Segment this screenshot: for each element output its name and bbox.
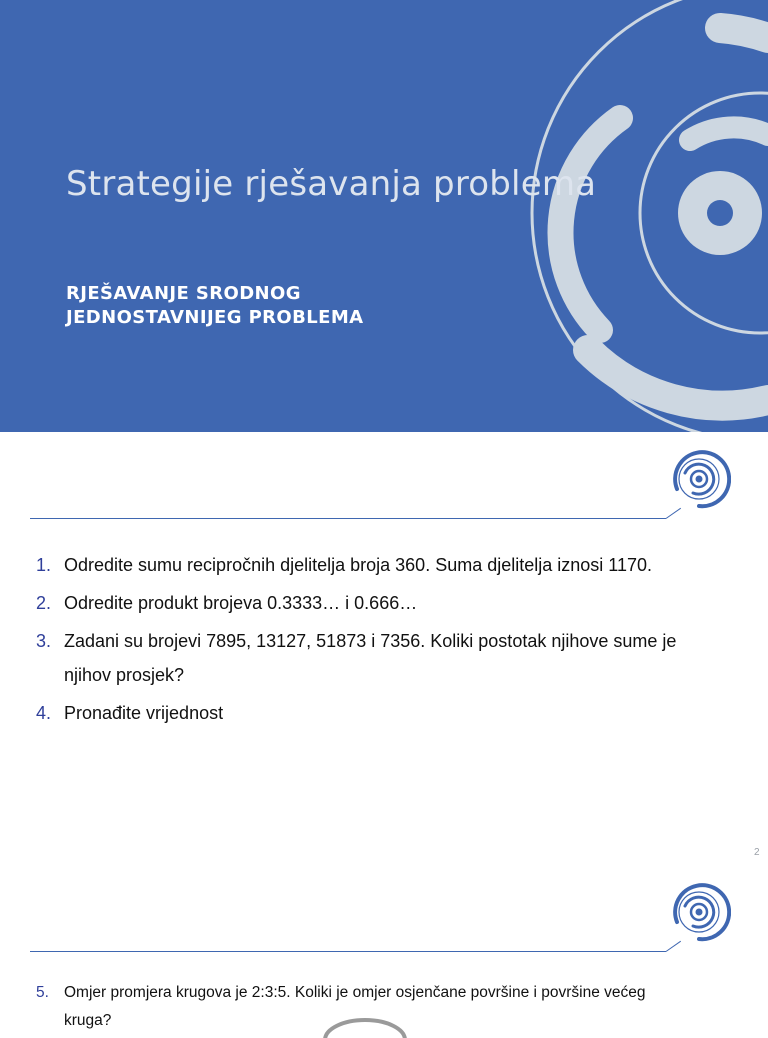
title-slide — [0, 0, 768, 432]
list-number: 3. — [36, 631, 52, 651]
list-text: Odredite sumu recipročnih djelitelja broja 360. Suma djelitelja iznosi 1170. — [64, 555, 652, 575]
header-divider — [30, 951, 666, 952]
circles-figure — [300, 1018, 430, 1038]
list-number: 2. — [36, 593, 52, 613]
header-divider — [30, 518, 666, 519]
list-item — [36, 548, 716, 582]
list-number: 5. — [36, 984, 49, 1001]
concentric-arcs-decoration — [0, 0, 768, 432]
concentric-circles-logo-icon — [667, 880, 731, 944]
list-text: Pronađite vrijednost — [64, 703, 224, 723]
subtitle-line-2: JEDNOSTAVNIJEG PROBLEMA — [66, 307, 364, 328]
list-number: 4. — [36, 703, 52, 723]
problem-list — [36, 548, 716, 734]
concentric-circles-logo-icon — [667, 447, 731, 511]
list-item — [36, 696, 716, 730]
list-text: Omjer promjera krugova je 2:3:5. Koliki je omjer osjenčane površine i površine većeg kruga? — [64, 984, 646, 1029]
list-number: 1. — [36, 555, 52, 575]
list-text: Odredite produkt brojeva 0.3333… i 0.666… — [64, 593, 418, 613]
list-item — [36, 586, 716, 620]
slide-subtitle — [66, 282, 363, 330]
subtitle-line-1: RJEŠAVANJE SRODNOG — [66, 283, 301, 304]
slide-title: Strategije rješavanja problema — [66, 164, 597, 204]
list-item — [36, 624, 716, 692]
page-number: 2 — [754, 847, 760, 858]
list-text: Zadani su brojevi 7895, 13127, 51873 i 7356. Koliki postotak njihove sume je njihov prosjek? — [64, 631, 677, 685]
